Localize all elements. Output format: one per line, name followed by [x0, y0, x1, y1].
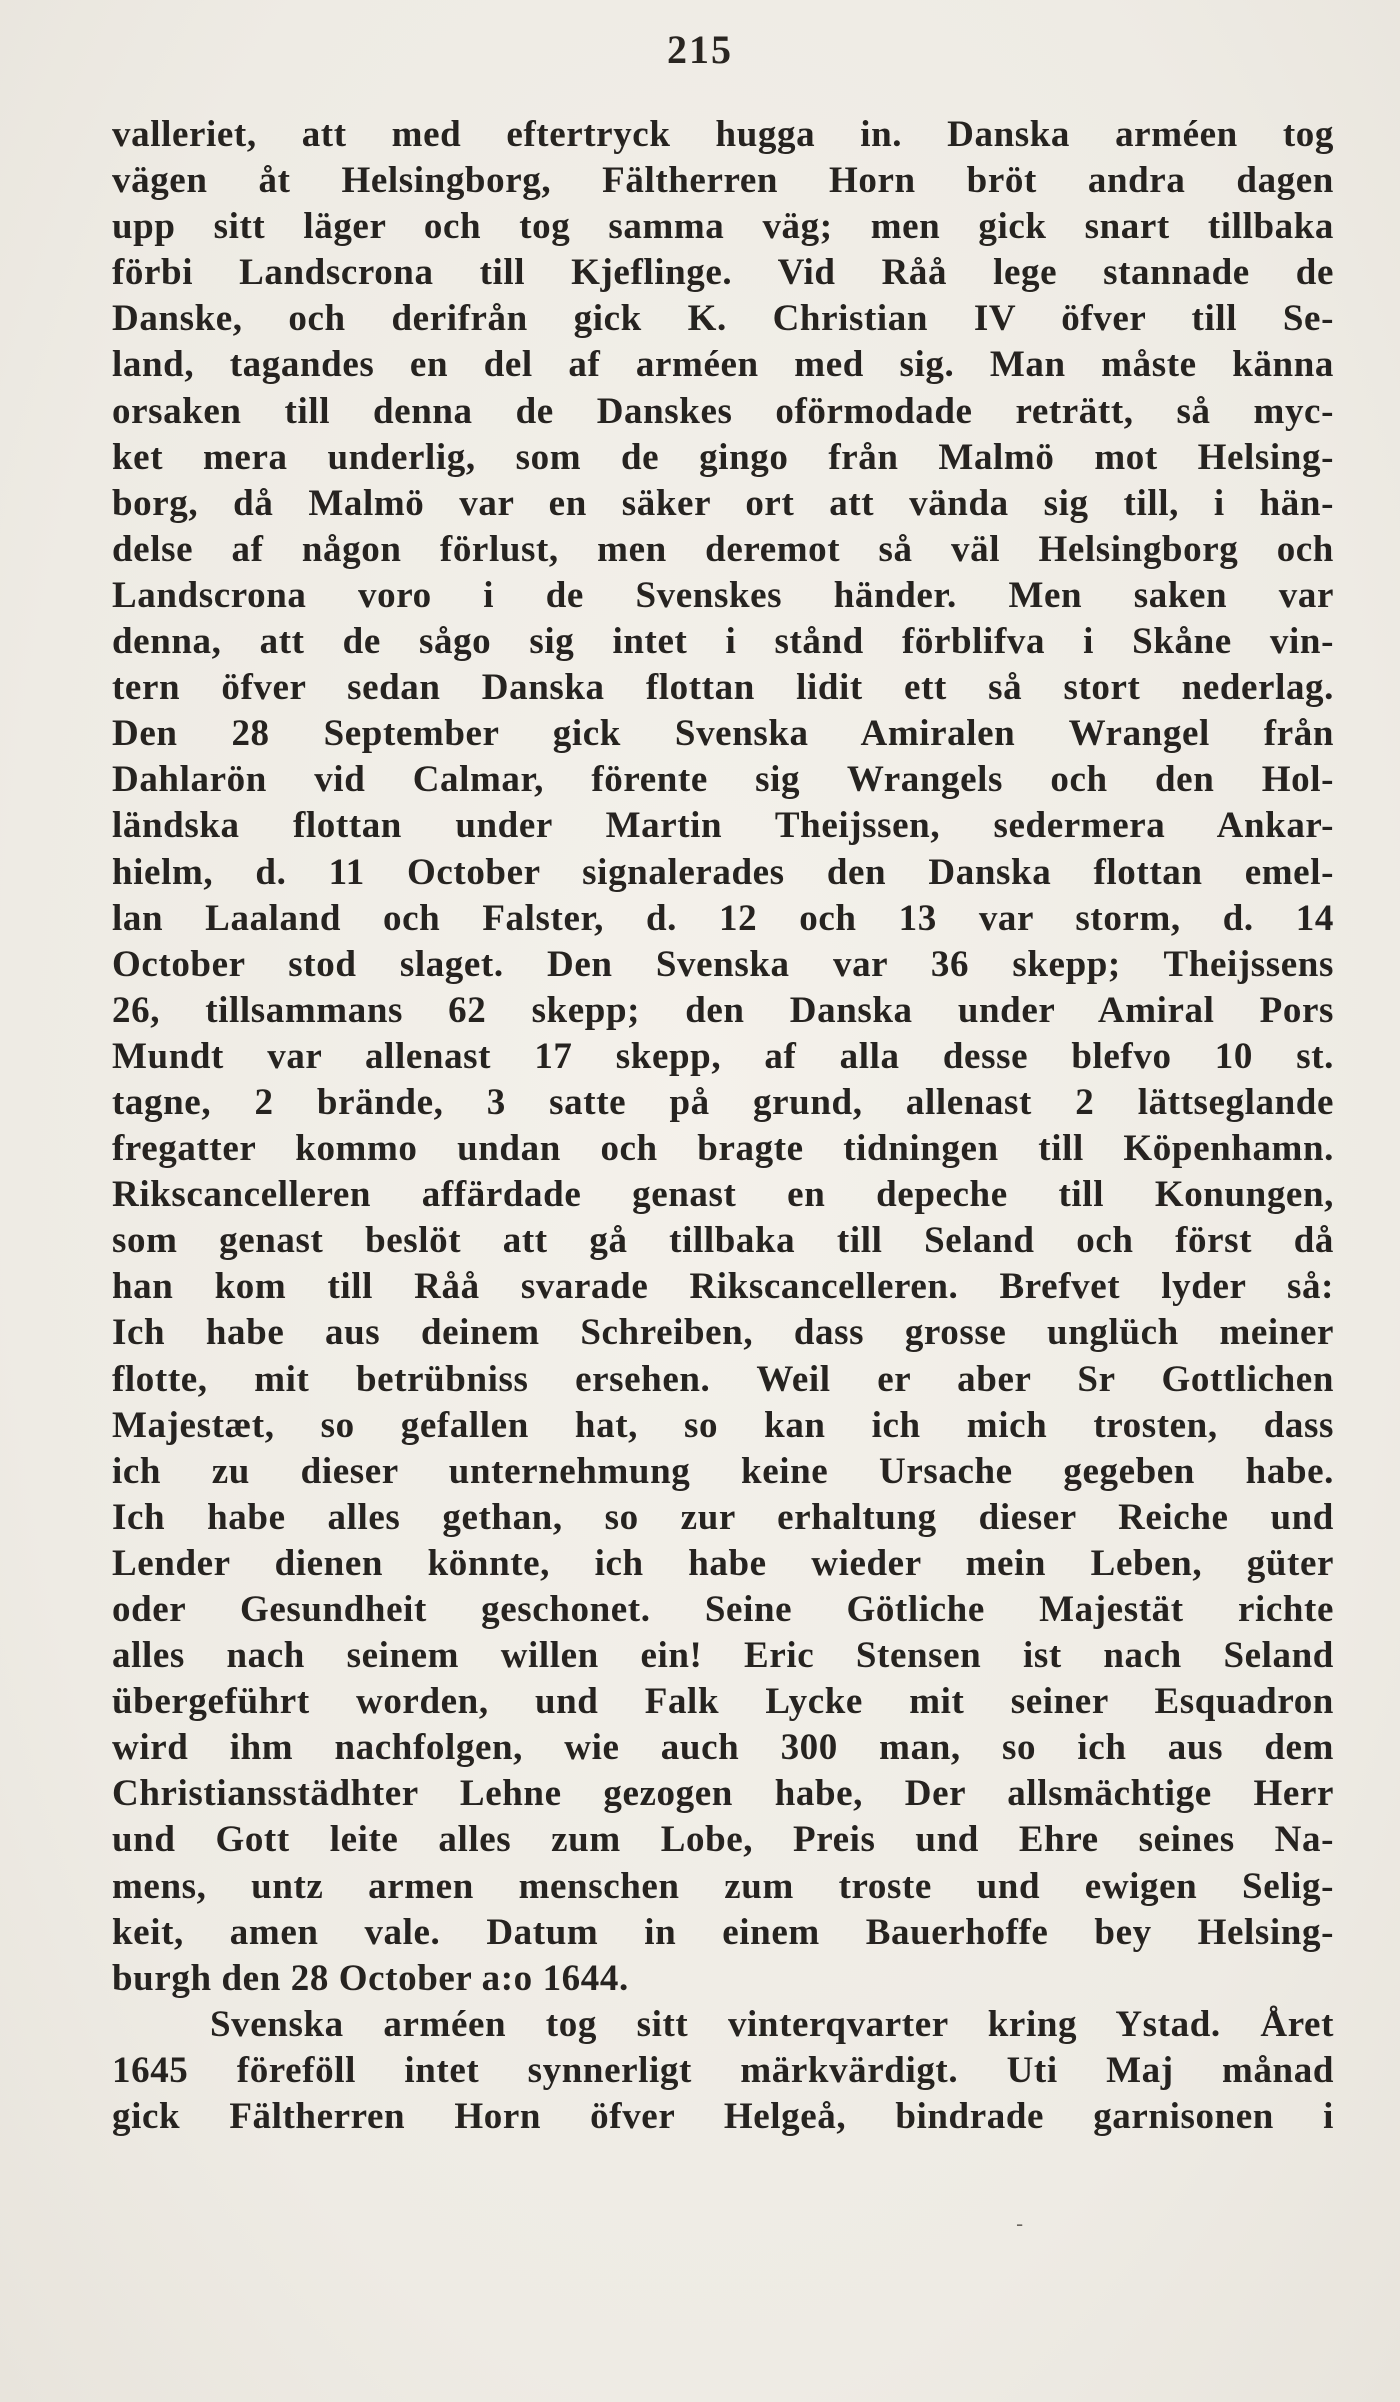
text-line: fregatter kommo undan och bragte tidningen till Köpenhamn.: [112, 1128, 1334, 1170]
text-line: Lender dienen könnte, ich habe wieder mein Leben, güter: [112, 1542, 1334, 1584]
text-line: hielm, d. 11 October signalerades den Danska flottan emel-: [112, 851, 1334, 893]
text-line: oder Gesundheit geschonet. Seine Götliche Majestät richte: [112, 1589, 1334, 1630]
text-line: gick Fältherren Horn öfver Helgeå, bindrade garnisonen i: [112, 2096, 1334, 2138]
text-line: tagne, 2 brände, 3 satte på grund, allenast 2 lättseglande: [112, 1081, 1334, 1123]
text-line: han kom till Råå svarade Rikscancelleren. Brefvet lyder så:: [112, 1266, 1334, 1308]
text-line: lan Laaland och Falster, d. 12 och 13 var storm, d. 14: [112, 897, 1334, 939]
text-line: flotte, mit betrübniss ersehen. Weil er aber Sr Gottlichen: [112, 1358, 1334, 1400]
text-line: Landscrona voro i de Svenskes händer. Men saken var: [112, 574, 1334, 616]
text-line: ket mera underlig, som de gingo från Malmö mot Helsing-: [112, 436, 1334, 478]
page-number: 215: [667, 27, 733, 72]
text-line: October stod slaget. Den Svenska var 36 skepp; Theijssens: [112, 943, 1334, 985]
text-line: alles nach seinem willen ein! Eric Stensen ist nach Seland: [112, 1635, 1334, 1677]
text-line: vägen åt Helsingborg, Fältherren Horn bröt andra dagen: [112, 160, 1334, 202]
text-line: Christiansstädhter Lehne gezogen habe, Der allsmächtige Herr: [112, 1773, 1334, 1815]
text-line: land, tagandes en del af arméen med sig. Man måste känna: [112, 344, 1334, 386]
text-line: burgh den 28 October a:o 1644.: [112, 1957, 629, 1999]
text-line: keit, amen vale. Datum in einem Bauerhoffe bey Helsing-: [112, 1911, 1334, 1953]
text-line: orsaken till denna de Danskes oförmodade reträtt, så myc-: [112, 390, 1334, 432]
text-line: Mundt var allenast 17 skepp, af alla desse blefvo 10 st.: [112, 1035, 1334, 1077]
text-line: valleriet, att med eftertryck hugga in. Danska arméen tog: [112, 114, 1334, 155]
text-line: Majestæt, so gefallen hat, so kan ich mich trosten, dass: [112, 1404, 1334, 1446]
text-line: wird ihm nachfolgen, wie auch 300 man, so ich aus dem: [112, 1727, 1334, 1769]
text-line: Dahlarön vid Calmar, förente sig Wrangels och den Hol-: [112, 759, 1334, 801]
text-line: borg, då Malmö var en säker ort att vända sig till, i hän-: [112, 482, 1334, 524]
text-line: upp sitt läger och tog samma väg; men gick snart tillbaka: [112, 206, 1334, 248]
text-line: Rikscancelleren affärdade genast en depeche till Konungen,: [112, 1174, 1334, 1216]
text-line: Ich habe alles gethan, so zur erhaltung dieser Reiche und: [112, 1496, 1334, 1538]
text-line: 1645 föreföll intet synnerligt märkvärdigt. Uti Maj månad: [112, 2049, 1334, 2091]
text-line: Danske, och derifrån gick K. Christian IV öfver till Se-: [112, 298, 1334, 340]
text-line: delse af någon förlust, men deremot så väl Helsingborg och: [112, 528, 1334, 570]
text-line: Den 28 September gick Svenska Amiralen Wrangel från: [112, 713, 1334, 755]
text-line: Svenska arméen tog sitt vinterqvarter kring Ystad. Året: [210, 2003, 1334, 2045]
text-line: und Gott leite alles zum Lobe, Preis und Ehre seines Na-: [112, 1819, 1334, 1861]
text-line: förbi Landscrona till Kjeflinge. Vid Råå lege stannade de: [112, 252, 1334, 294]
text-line: tern öfver sedan Danska flottan lidit ett så stort nederlag.: [112, 667, 1334, 709]
text-line: ich zu dieser unternehmung keine Ursache gegeben habe.: [112, 1450, 1334, 1492]
text-line: 26, tillsammans 62 skepp; den Danska under Amiral Pors: [112, 989, 1334, 1031]
text-line: som genast beslöt att gå tillbaka till Seland och först då: [112, 1220, 1334, 1262]
text-line: Ich habe aus deinem Schreiben, dass grosse unglüch meiner: [112, 1312, 1334, 1354]
body-text: [112, 112, 1334, 2140]
text-line: übergeführt worden, und Falk Lycke mit seiner Esquadron: [112, 1681, 1334, 1723]
text-line: ländska flottan under Martin Theijssen, sedermera Ankar-: [112, 805, 1334, 847]
footer-mark: -: [1016, 2212, 1024, 2236]
text-line: denna, att de sågo sig intet i stånd förblifva i Skåne vin-: [112, 621, 1334, 663]
text-line: mens, untz armen menschen zum troste und ewigen Selig-: [112, 1865, 1334, 1907]
